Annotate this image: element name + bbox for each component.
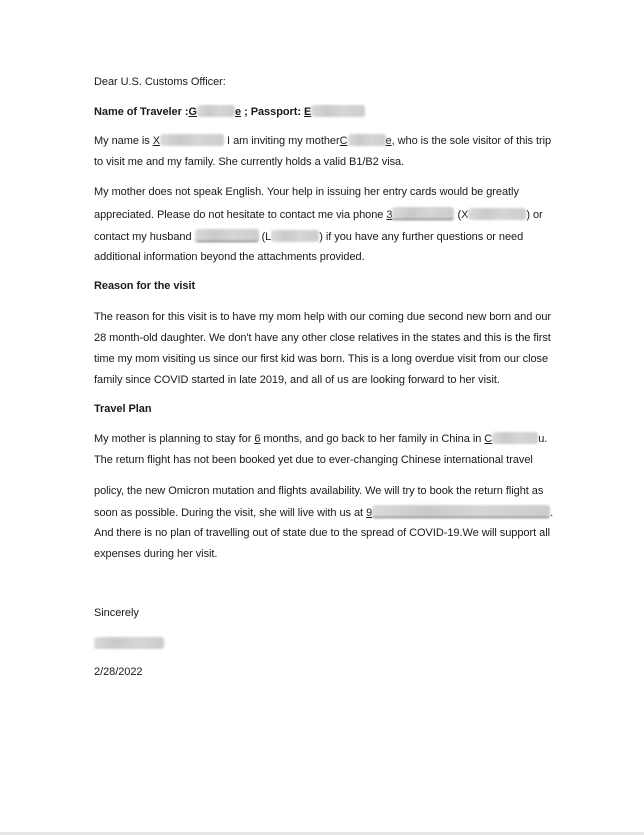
letter-date: 2/28/2022 [94,666,143,678]
contact-text: appreciated. Please do not hesitate to contact me via phone [94,209,387,221]
contact-line-3 [94,229,523,244]
contact-text: ) if you have any further questions or need [319,231,524,243]
redacted-passport-number [311,105,365,117]
intro-line-1 [94,134,551,148]
contact-text: ) or [526,209,543,221]
plan-line-4 [94,505,553,520]
salutation: Dear U.S. Customs Officer: [94,76,226,88]
redacted-husband-phone [195,229,259,242]
plan-text: . [550,507,554,519]
signature [94,637,164,651]
reason-line: 28 month-old daughter. We don't have any other close relatives in the states and this is the first [94,332,551,344]
intro-text: I am inviting my mother [224,135,340,147]
passport-label: ; Passport: [241,106,304,118]
phone-start: 3 [386,209,393,221]
plan-text: months, and go back to her family in China in [260,433,485,445]
plan-line-1 [94,432,547,446]
plan-text: My mother is planning to stay for [94,433,255,445]
traveler-name-end: e [235,106,242,118]
intro-text: , who is the sole visitor of this trip [391,135,552,147]
plan-line-5: And there is no plan of travelling out of state due to the spread of COVID-19.We will support all [94,527,550,539]
traveler-line [94,105,365,119]
address-start: 9 [366,507,373,519]
travel-plan-heading: Travel Plan [94,403,152,415]
plan-line-6: expenses during her visit. [94,548,218,560]
redacted-address [372,505,550,518]
contact-line-1: My mother does not speak English. Your help in issuing her entry cards would be greatly [94,186,519,198]
traveler-name-label: Name of Traveler : [94,106,189,118]
reason-line: time my mom visiting us since our first kid was born. This is a long overdue visit from our close [94,353,549,365]
contact-line-2 [94,207,543,222]
mother-name-start: C [339,135,348,147]
redacted-signature-name [94,637,164,649]
plan-line-2: The return flight has not been booked yet due to ever-changing Chinese international travel [94,454,533,466]
city-start: C [484,433,493,445]
passport-start: E [304,106,312,118]
requester-name-start: X [152,135,161,147]
intro-line-2: to visit me and my family. She currently holds a valid B1/B2 visa. [94,156,405,168]
contact-text: contact my husband [94,231,195,243]
city-end: u. [538,433,548,445]
redacted-requester-name [160,134,224,146]
mother-name-end: e [385,135,392,147]
closing: Sincerely [94,607,139,619]
redacted-city [492,432,538,444]
reason-heading: Reason for the visit [94,280,196,292]
traveler-name-start: G [188,106,197,118]
plan-line-3: policy, the new Omicron mutation and flights availability. We will try to book the return flight as [94,485,544,497]
reason-line: The reason for this visit is to have my mom help with our coming due second new born and our [94,311,552,323]
redacted-mother-name [348,134,386,146]
redacted-husband-name [271,230,319,242]
redacted-traveler-name [197,105,235,117]
contact-text: (X [454,209,469,221]
reason-line: family since COVID started in late 2019, and all of us are looking forward to her visit. [94,374,500,386]
contact-text: (L [258,231,272,243]
plan-text: soon as possible. During the visit, she will live with us at [94,507,367,519]
stay-months: 6 [254,433,261,445]
redacted-phone-number [392,207,454,220]
contact-line-4: additional information beyond the attachments provided. [94,251,365,263]
intro-text: My name is [94,135,153,147]
redacted-contact-name [468,208,526,220]
